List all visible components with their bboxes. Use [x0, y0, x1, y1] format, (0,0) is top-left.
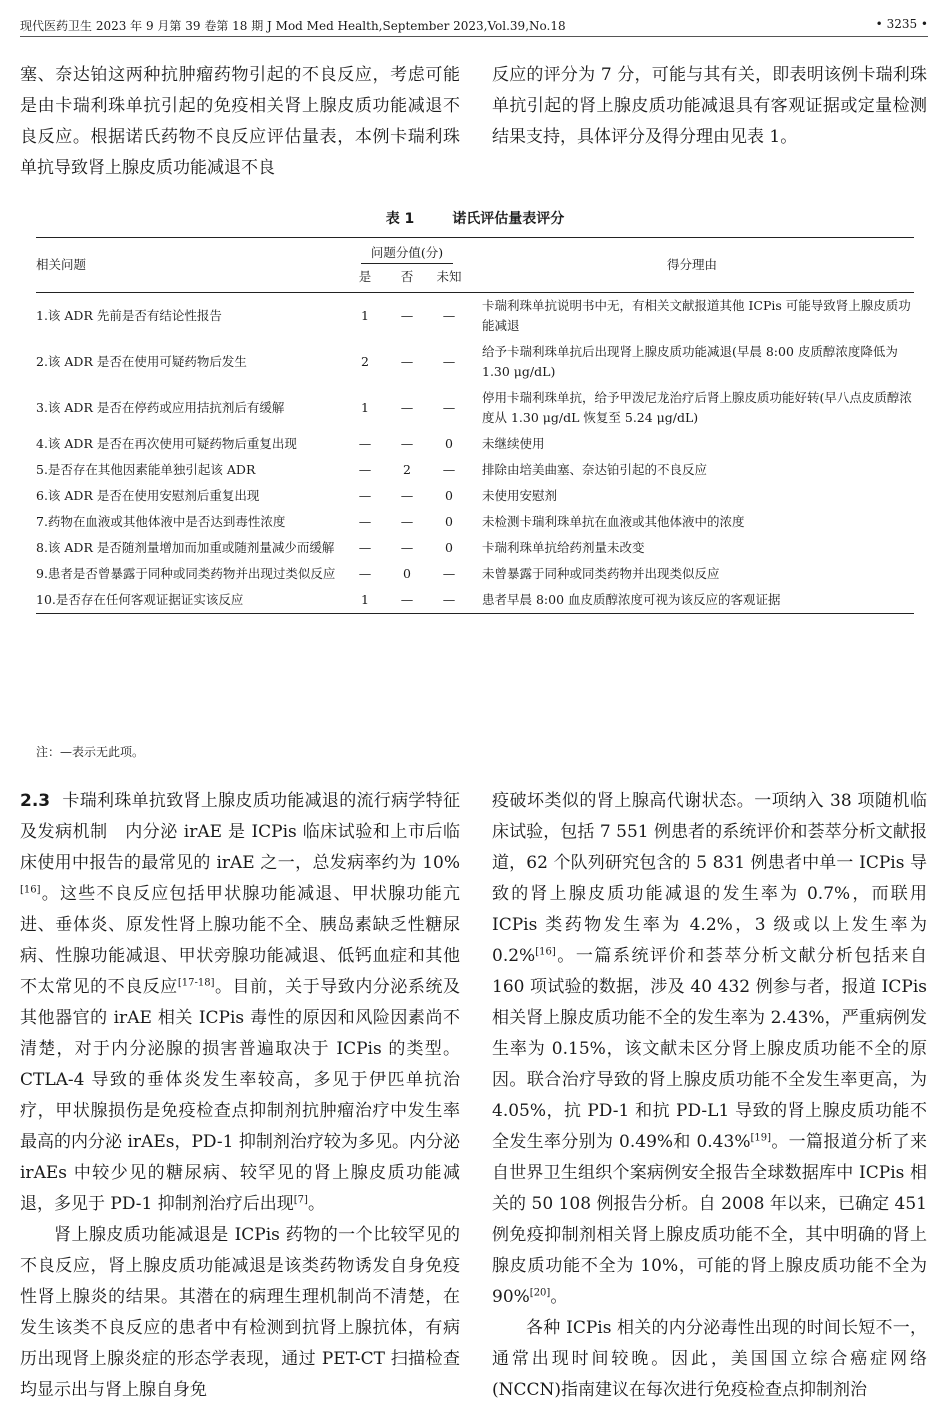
- top-left-column: [20, 60, 460, 184]
- citation: [16]: [535, 946, 556, 958]
- table-row: 10.是否存在任何客观证据证实该反应 1 — — 患者早晨 8:00 血皮质醇浓度可视为该反应的客观证据: [36, 587, 914, 614]
- table-row: 9.患者是否曾暴露于同种或同类药物并出现过类似反应 — 0 — 未曾暴露于同种或同类药物并出现类似反应: [36, 566, 720, 581]
- body-paragraph: 疫破坏类似的肾上腺高代谢状态。一项纳入 38 项随机临床试验，包括 7 551 例患者的系统评价和荟萃分析文献报道，62 个队列研究包含的 5 831 例患者中单一 ICPis 导致的肾上腺皮质功能减退的发生率为 0.7%，而联用 ICPis 类药物发生率为 4.2%，3 级或以上发生率为 0.2%[16]。一篇系统评价和荟萃分析文献分析包括来自 160 项试验的数据，涉及 40 432 例参与者，报道 ICPis 相关肾上腺皮质功能不全的发生率为 2.43%，严重病例发生率为 0.15%，该文献未区分肾上腺皮质功能不全的原因。联合治疗导致的肾上腺皮质功能不全发生率更高，为 4.05%，抗 PD-1 和抗 PD-L1 导致的肾上腺皮质功能不全发生率分别为 0.49%和 0.43%[19]。一篇报道分析了来自世界卫生组织个案病例安全报告全球数据库中 ICPis 相关的 50 108 例报告分析。自 2008 年以来，已确定 451 例免疫抑制剂相关肾上腺皮质功能不全，其中明确的肾上腺皮质功能不全为 10%，可能的肾上腺皮质功能不全为 90%[20]。: [492, 791, 928, 1307]
- naranjo-score-table: [36, 237, 914, 614]
- table-row: 7.药物在血液或其他体液中是否达到毒性浓度 — — 0 未检测卡瑞利珠单抗在血液或其他体液中的浓度: [36, 514, 745, 529]
- body-paragraph: 各种 ICPis 相关的内分泌毒性出现的时间长短不一，通常出现时间较晚。因此，美国国立综合癌症网络(NCCN)指南建议在每次进行免疫检查点抑制剂治: [492, 1318, 927, 1400]
- table-row: 8.该 ADR 是否随剂量增加而加重或随剂量减少而缓解 — — 0 卡瑞利珠单抗给药剂量未改变: [36, 540, 645, 555]
- citation: [17-18]: [177, 977, 215, 989]
- table-row: 3.该 ADR 是否在停药或应用拮抗剂后有缓解 1 — — 停用卡瑞利珠单抗，给予甲泼尼龙治疗后肾上腺皮质功能好转(早八点皮质醇浓度从 1.30 μg/dL 恢复至 5.24 μg/dL): [36, 390, 912, 425]
- journal-info: 现代医药卫生 2023 年 9 月第 39 卷第 18 期 J Mod Med Health,September 2023,Vol.39,No.18: [20, 19, 566, 33]
- section-number: 2.3: [20, 791, 51, 811]
- section-paragraph: 2.3 卡瑞利珠单抗致肾上腺皮质功能减退的流行病学特征及发病机制 内分泌 irAE 是 ICPis 临床试验和上市后临床使用中报告的最常见的 irAE 之一，总发病率约为 10%[16]。这些不良反应包括甲状腺功能减退、甲状腺功能亢进、垂体炎、原发性肾上腺功能不全、胰岛素缺乏性糖尿病、性腺功能减退、甲状旁腺功能减退、低钙血症和其他不太常见的不良反应[17-18]。目前，关于导致内分泌系统及其他器官的 irAE 相关 ICPis 毒性的原因和风险因素尚不清楚，对于内分泌腺的损害普遍取决于 ICPis 的类型。CTLA-4 导致的垂体炎发生率较高，多见于伊匹单抗治疗，甲状腺损伤是免疫检查点抑制剂抗肿瘤治疗中发生率最高的内分泌 irAEs，PD-1 抑制剂治疗较为多见。内分泌 irAEs 中较少见的糖尿病、较罕见的肾上腺皮质功能减退，多见于 PD-1 抑制剂治疗后出现[7]。: [20, 791, 461, 1214]
- citation: [7]: [293, 1194, 308, 1206]
- table-row: 2.该 ADR 是否在使用可疑药物后发生 2 — — 给予卡瑞利珠单抗后出现肾上腺皮质功能减退(早晨 8:00 皮质醇浓度降低为 1.30 μg/dL): [36, 344, 898, 379]
- header-no: 否: [386, 264, 428, 293]
- header-unknown: 未知: [428, 264, 470, 293]
- top-right-column: [492, 60, 927, 153]
- section-title: 卡瑞利珠单抗致肾上腺皮质功能减退的流行病学特征及发病机制: [20, 791, 460, 842]
- table-number: 表 1: [385, 211, 415, 227]
- table-row: 5.是否存在其他因素能单独引起该 ADR — 2 — 排除由培美曲塞、奈达铂引起的不良反应: [36, 462, 708, 477]
- bottom-right-column: [492, 786, 927, 1406]
- header-yes: 是: [344, 264, 386, 293]
- page-number: • 3235 •: [875, 17, 928, 31]
- top-left-paragraph: 塞、奈达铂这两种抗肿瘤药物引起的不良反应，考虑可能是由卡瑞利珠单抗引起的免疫相关肾上腺皮质功能减退不良反应。根据诺氏药物不良反应评估量表，本例卡瑞利珠单抗导致肾上腺皮质功能减退不良: [20, 65, 460, 178]
- body-paragraph: 肾上腺皮质功能减退是 ICPis 药物的一个比较罕见的不良反应，肾上腺皮质功能减退是该类药物诱发自身免疫性肾上腺炎的结果。其潜在的病理生理机制尚不清楚，在发生该类不良反应的患者中有检测到抗肾上腺抗体，有病历出现肾上腺炎症的形态学表现，通过 PET-CT 扫描检查均显示出与肾上腺自身免: [20, 1225, 460, 1400]
- citation: [16]: [20, 884, 41, 896]
- header-reason: 得分理由: [470, 238, 914, 293]
- table-row: 4.该 ADR 是否在再次使用可疑药物后重复出现 — — 0 未继续使用: [36, 436, 545, 451]
- table-row: 6.该 ADR 是否在使用安慰剂后重复出现 — — 0 未使用安慰剂: [36, 488, 558, 503]
- header-question: 相关问题: [36, 238, 344, 293]
- top-right-paragraph: 反应的评分为 7 分，可能与其有关，即表明该例卡瑞利珠单抗引起的肾上腺皮质功能减退具有客观证据或定量检测结果支持，具体评分及得分理由见表 1。: [492, 65, 927, 147]
- citation: [20]: [529, 1287, 551, 1299]
- bottom-left-column: [20, 786, 460, 1406]
- header-score-group: 问题分值(分): [361, 243, 453, 264]
- citation: [19]: [750, 1132, 772, 1144]
- running-header: [20, 14, 928, 37]
- table-caption: [0, 208, 950, 228]
- table-note: 注：—表示无此项。: [36, 745, 145, 759]
- table-title: 诺氏评估量表评分: [452, 211, 565, 227]
- table-row: 1.该 ADR 先前是否有结论性报告 1 — — 卡瑞利珠单抗说明书中无，有相关文献报道其他 ICPis 可能导致肾上腺皮质功能减退: [36, 298, 911, 333]
